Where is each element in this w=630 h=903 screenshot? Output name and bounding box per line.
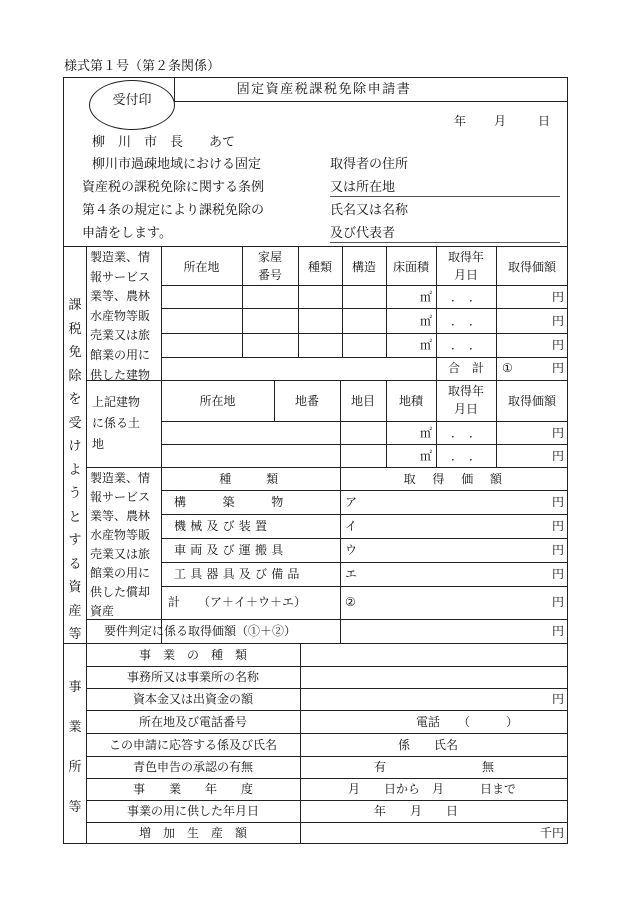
land-header-area: 地積	[398, 394, 423, 408]
business-row-label: 事 業 の 種 類	[138, 648, 247, 662]
applicant-name-label-1: 氏名又は名称	[330, 203, 409, 218]
yen-unit: 円	[551, 567, 564, 581]
intro-line-2: 資産税の課税免除に関する条例	[82, 180, 265, 195]
depreciable-label-line: 水産物等販	[90, 528, 151, 542]
business-row-label: 所在地及び電話番号	[138, 715, 247, 729]
business-section-label	[66, 676, 84, 836]
land-header-acq-date-1: 取得年	[447, 384, 484, 398]
yen-unit: 円	[551, 426, 564, 440]
date-dots: ． ．	[450, 449, 481, 463]
date-dots: ． ．	[450, 290, 481, 304]
business-row-label: 青色申告の承認の有無	[132, 760, 253, 774]
header-acq-price: 取得価額	[507, 260, 556, 274]
business-row-label: 事 業 年 度	[132, 782, 253, 796]
header-house-no-1: 家屋	[257, 250, 282, 264]
yen-unit: 円	[551, 361, 564, 375]
form-number: 様式第１号（第２条関係）	[64, 59, 221, 74]
header-structure: 構造	[351, 260, 376, 274]
land-header-acq-date-2: 月日	[453, 402, 478, 416]
land-label-line: 上記建物	[92, 395, 141, 409]
depreciable-row-mark: エ	[345, 567, 358, 581]
yen-unit: 円	[551, 495, 564, 509]
business-row-label: 事務所又は事業所の名称	[126, 670, 259, 684]
header-kind: 種類	[307, 260, 332, 274]
depreciable-row-kind: 工具器具及び備品	[174, 567, 304, 581]
reception-stamp: 受付印	[89, 80, 175, 130]
land-header-location: 所在地	[199, 394, 236, 408]
land-header-acq-price: 取得価額	[507, 394, 556, 408]
intro-line-4: 申請をします。	[82, 226, 172, 241]
building-label-line: 売業又は旅	[90, 328, 151, 343]
date-year: 年	[454, 114, 467, 128]
depreciable-row-kind: 車両及び運搬具	[174, 543, 288, 557]
date-dots: ． ．	[450, 338, 481, 352]
land-header-lot-no: 地番	[294, 394, 319, 408]
intro-line-3: 第４条の規定により課税免除の	[82, 203, 265, 218]
building-label-line: 業等、農林	[90, 289, 151, 304]
yen-unit: 円	[551, 595, 564, 609]
date-dots: ． ．	[450, 426, 481, 440]
application-form	[63, 77, 568, 844]
depreciable-total-mark: ②	[345, 595, 356, 609]
business-row-label: この申請に応答する係及び氏名	[108, 738, 277, 752]
business-row-label: 事業の用に供した年月日	[126, 804, 259, 818]
business-row-value: 千円	[539, 826, 564, 840]
area-unit: ㎡	[419, 314, 432, 328]
area-unit: ㎡	[419, 338, 432, 352]
header-acq-date-2: 月日	[453, 268, 478, 282]
building-label	[90, 248, 150, 385]
depreciable-label-line: 報サービス	[90, 490, 151, 504]
intro-line-1: 柳川市過疎地域における固定	[92, 157, 262, 172]
business-row-label: 増 加 生 産 額	[138, 826, 247, 840]
building-label-line: 製造業、情	[90, 250, 151, 264]
yen-unit: 円	[551, 449, 564, 463]
depreciable-header-kind: 種 類	[219, 472, 282, 486]
business-section-char: 等	[68, 800, 82, 815]
yen-unit: 円	[551, 519, 564, 533]
land-label	[92, 392, 140, 455]
yen-unit: 円	[551, 624, 564, 638]
business-section-char: 所	[68, 760, 82, 775]
land-header-land-cat: 地目	[350, 394, 375, 408]
yen-unit: 円	[551, 338, 564, 352]
addressee: 柳 川 市 長 あて	[92, 135, 236, 150]
yen-unit: 円	[551, 290, 564, 304]
depreciable-row-mark: ア	[345, 495, 358, 509]
business-section-char: 事	[68, 680, 82, 695]
depreciable-label-line: 業等、農林	[90, 509, 151, 523]
header-house-no-2: 番号	[257, 268, 282, 282]
building-total-label: 合 計	[447, 361, 484, 375]
depreciable-label	[90, 469, 150, 621]
land-label-line: に係る土	[92, 416, 141, 430]
business-row-value: 年 月 日	[374, 804, 459, 818]
depreciable-label-line: 館業の用に	[90, 566, 151, 580]
area-unit: ㎡	[419, 426, 432, 440]
business-section-char: 業	[68, 720, 82, 735]
yen-unit: 円	[551, 543, 564, 557]
requirement-label: 要件判定に係る取得価額（①＋②）	[104, 624, 297, 638]
business-row-value: 月 日から 月 日まで	[348, 782, 517, 796]
header-acq-date-1: 取得年	[447, 250, 484, 264]
business-row-value: 係 氏名	[398, 738, 459, 752]
depreciable-label-line: 売業又は旅	[90, 547, 151, 561]
header-floor-area: 床面積	[392, 260, 429, 274]
asset-section-label: 課税免除を受けようとする資産等	[68, 298, 82, 642]
depreciable-total-kind: 計 （ア＋イ＋ウ＋エ）	[168, 595, 307, 609]
depreciable-row-mark: ウ	[345, 543, 358, 557]
depreciable-label-line: 資産	[90, 604, 115, 618]
date-dots: ． ．	[450, 314, 481, 328]
building-label-line: 供した建物	[90, 367, 151, 382]
area-unit: ㎡	[419, 290, 432, 304]
depreciable-label-line: 供した償却	[90, 585, 151, 599]
form-title: 固定資産税課税免除申請書	[236, 82, 412, 97]
business-row-value: 円	[551, 692, 564, 706]
yen-unit: 円	[551, 314, 564, 328]
building-total-mark: ①	[502, 361, 513, 375]
depreciable-label-line: 製造業、情	[90, 471, 151, 485]
depreciable-row-kind: 構 築 物	[174, 495, 288, 509]
building-label-line: 報サービス	[90, 269, 151, 284]
business-row-value: 電話 （ ）	[416, 715, 519, 729]
building-label-line: 館業の用に	[90, 347, 151, 362]
building-label-line: 水産物等販	[90, 308, 151, 323]
area-unit: ㎡	[419, 449, 432, 463]
applicant-name-label-2: 及び代表者	[330, 226, 396, 241]
business-row-value-no: 無	[482, 760, 495, 774]
land-label-line: 地	[92, 437, 105, 451]
header-location: 所在地	[183, 260, 220, 274]
date-month: 月	[494, 114, 507, 128]
business-row-label: 資本金又は出資金の額	[132, 692, 253, 706]
business-row-value-yes: 有	[374, 760, 387, 774]
depreciable-header-price: 取 得 価 額	[403, 472, 505, 486]
depreciable-row-kind: 機械及び装置	[174, 519, 272, 533]
date-day: 日	[538, 114, 551, 128]
depreciable-row-mark: イ	[345, 519, 358, 533]
applicant-address-label-2: 又は所在地	[330, 180, 396, 195]
applicant-address-label-1: 取得者の住所	[330, 157, 409, 172]
